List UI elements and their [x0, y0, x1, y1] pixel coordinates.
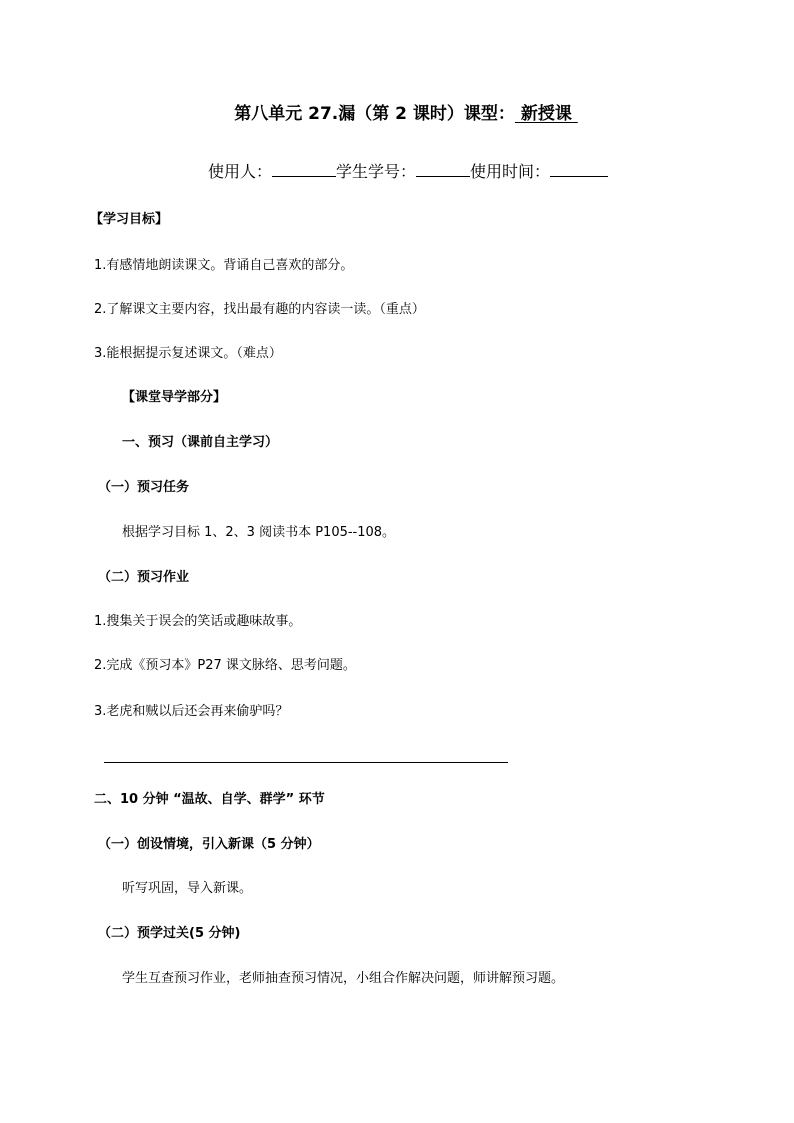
answer-line [104, 762, 508, 763]
section2-heading: 二、10 分钟 “温故、自学、群学” 环节 [94, 792, 325, 807]
preview-task-heading: （一）预习任务 [98, 480, 190, 495]
use-time-label: 使用时间： [470, 162, 551, 181]
objective-item-1: 1.有感情地朗读课文。背诵自己喜欢的部分。 [94, 258, 354, 273]
user-info-line [208, 162, 608, 180]
user-blank [272, 162, 336, 177]
objective-item-3: 3.能根据提示复述课文。（难点） [94, 346, 282, 361]
preview-homework-heading: （二）预习作业 [98, 570, 190, 585]
section2-sub2-text: 学生互查预习作业，老师抽查预习情况，小组合作解决问题，师讲解预习题。 [122, 971, 565, 986]
section2-sub1-heading: （一）创设情境，引入新课（5 分钟） [98, 837, 320, 852]
student-id-blank [416, 162, 470, 177]
objective-item-2: 2.了解课文主要内容，找出最有趣的内容读一读。（重点） [94, 302, 425, 317]
homework-item-1: 1.搜集关于误会的笑话或趣味故事。 [94, 614, 302, 629]
section2-sub2-heading: （二）预学过关(5 分钟) [98, 926, 241, 941]
lesson-title-text: 第八单元 27.漏（第 2 课时）课型： [234, 104, 515, 124]
homework-item-2: 2.完成《预习本》P27 课文脉络、思考问题。 [94, 658, 356, 673]
student-id-label: 学生学号： [336, 162, 417, 181]
homework-item-3: 3.老虎和贼以后还会再来偷驴吗？ [94, 704, 289, 719]
section2-sub1-text: 听写巩固，导入新课。 [122, 881, 253, 896]
lesson-type: 新授课 [520, 104, 572, 124]
use-time-blank [550, 162, 608, 177]
preview-section-heading: 一、预习（课前自主学习） [122, 435, 279, 450]
objectives-heading: 【学习目标】 [90, 212, 169, 227]
user-label: 使用人： [208, 162, 273, 181]
guide-heading: 【课堂导学部分】 [122, 390, 227, 405]
preview-task-text: 根据学习目标 1、2、3 阅读书本 P105--108。 [122, 525, 396, 540]
lesson-title [0, 106, 794, 123]
